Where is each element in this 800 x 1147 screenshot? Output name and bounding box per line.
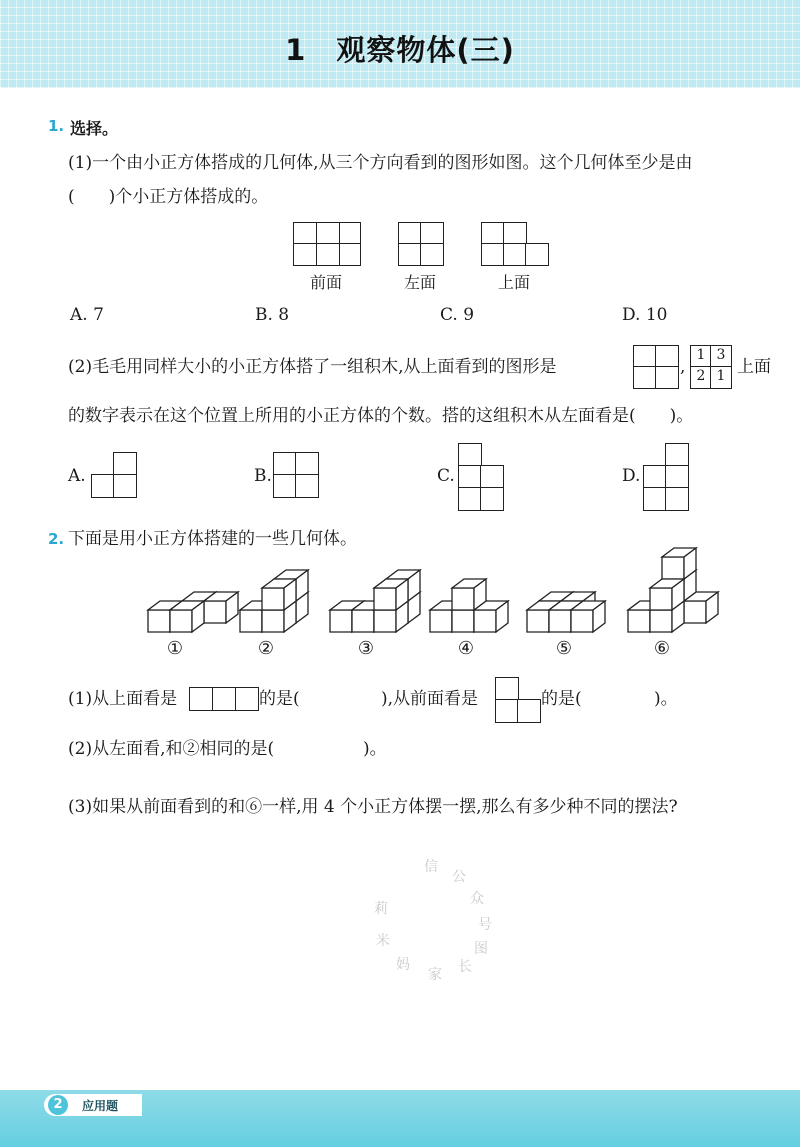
count-cell: 3: [716, 347, 726, 363]
q2-part1-text-b: 的是(: [259, 689, 300, 709]
shape-label-1: ①: [166, 638, 184, 659]
q2-part2-text-end: )。: [363, 739, 387, 759]
q1-part1-option-a: A. 7: [70, 305, 104, 325]
watermark-stamp: 信 公 众 号 图 长 家 妈 米 莉: [374, 859, 492, 983]
page-title: 1 观察物体(三): [285, 33, 515, 67]
q1-part2-line1: (2)毛毛用同样大小的小正方体搭了一组积木,从上面看到的图形是: [68, 357, 557, 377]
count-cell: 1: [696, 347, 706, 363]
view-label-left: 左面: [403, 273, 436, 292]
cube: [452, 579, 486, 610]
count-cell: 1: [716, 368, 726, 384]
shape-label-3: ③: [357, 638, 375, 659]
q2-part1-text-d: 的是(: [541, 689, 582, 709]
q2-part1-text-e: )。: [654, 689, 678, 709]
q2-part1-text-c: ),从前面看是: [381, 689, 479, 709]
question-1-number: 1.: [48, 117, 65, 135]
section-label: 应用题: [82, 1099, 119, 1113]
cube: [374, 579, 408, 610]
q1-part1-option-d: D. 10: [622, 305, 668, 325]
q1-part1-line1: (1)一个由小正方体搭成的几何体,从三个方向看到的图形如图。这个几何体至少是由: [68, 153, 693, 173]
q1-part2-option-d: D.: [622, 466, 641, 486]
q2-part1-text-a: (1)从上面看是: [68, 689, 178, 709]
q2-part2-text: (2)从左面看,和②相同的是(: [68, 739, 275, 759]
question-2-number: 2.: [48, 530, 65, 548]
q1-part1-option-c: C. 9: [440, 305, 475, 325]
shape-label-5: ⑤: [555, 638, 573, 659]
page-number: 2: [48, 1095, 68, 1115]
cube-structures: [0, 560, 800, 660]
cube: [650, 579, 684, 610]
shape-label-2: ②: [257, 638, 275, 659]
view-label-top: 上面: [497, 273, 530, 292]
cube: [571, 601, 605, 632]
cube: [262, 579, 296, 610]
q2-part3-text: (3)如果从前面看到的和⑥一样,用 4 个小正方体摆一摆,那么有多少种不同的摆法?: [68, 797, 678, 817]
q1-part2-line1-end: 上面: [737, 357, 771, 377]
count-cell: 2: [696, 368, 706, 384]
cube: [170, 601, 204, 632]
q1-part2-option-b: B.: [254, 466, 272, 486]
q1-part2-option-a: A.: [68, 466, 86, 486]
q1-part2-option-c: C.: [437, 466, 455, 486]
cube: [662, 548, 696, 579]
q1-part1-line2: ( )个小正方体搭成的。: [68, 187, 269, 207]
q1-part2-line2: 的数字表示在这个位置上所用的小正方体的个数。搭的这组积木从左面看是( )。: [68, 406, 694, 426]
shape-label-4: ④: [457, 638, 475, 659]
question-2-heading: 下面是用小正方体搭建的一些几何体。: [68, 529, 357, 549]
q1-part1-option-b: B. 8: [255, 305, 290, 325]
question-1-heading: 选择。: [70, 119, 119, 138]
view-label-front: 前面: [309, 273, 342, 292]
shape-label-6: ⑥: [653, 638, 671, 659]
cube: [204, 592, 238, 623]
